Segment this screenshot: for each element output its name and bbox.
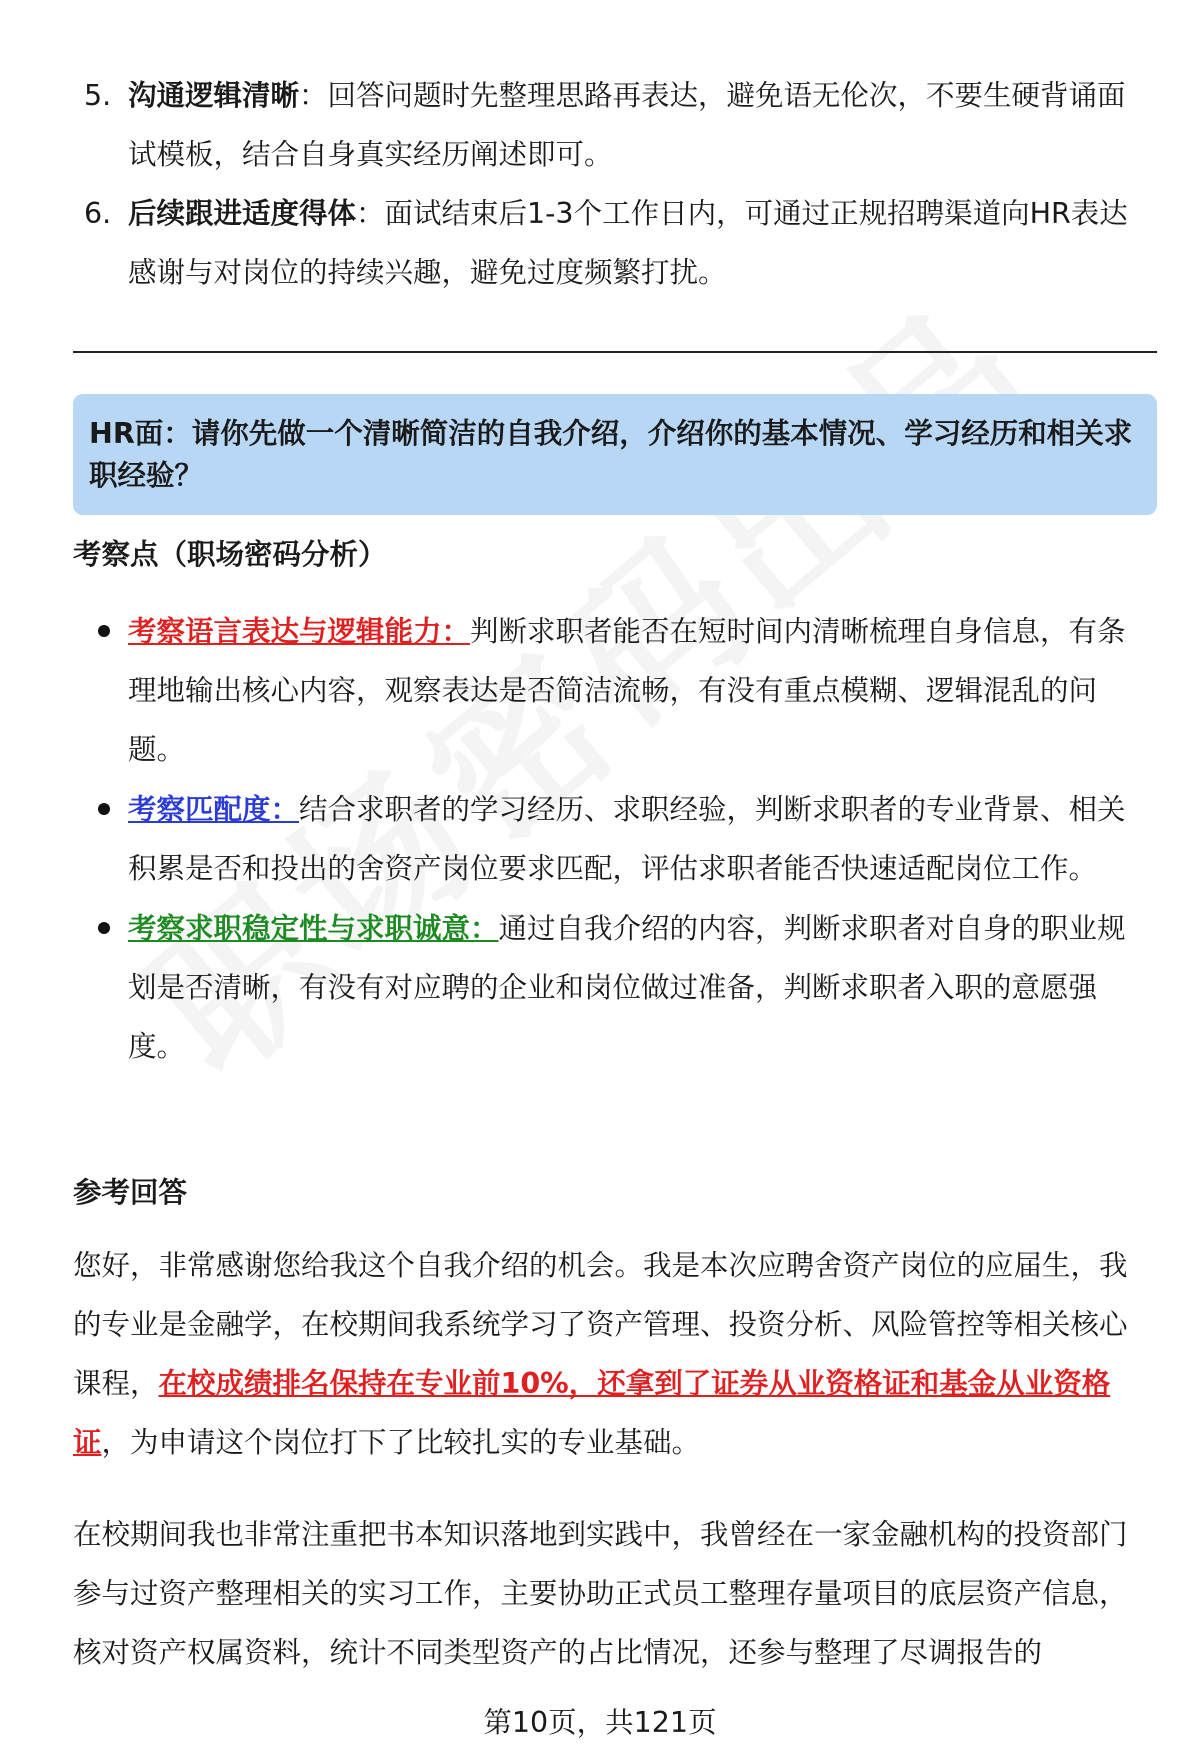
answer-text: ，为申请这个岗位打下了比较扎实的专业基础。 <box>101 1426 701 1459</box>
tips-list <box>84 66 1144 302</box>
tip-item <box>84 66 1144 184</box>
focus-label: 考察语言表达与逻辑能力： <box>128 615 471 648</box>
section-divider <box>73 351 1157 353</box>
question-box: HR面：请你先做一个清晰简洁的自我介绍，介绍你的基本情况、学习经历和相关求职经验？ <box>73 394 1157 515</box>
focus-label: 考察匹配度： <box>128 793 300 826</box>
tip-number: 6. <box>84 197 112 230</box>
bullet-icon <box>98 625 110 637</box>
tip-number: 5. <box>84 79 112 112</box>
answer-paragraph: 在校期间我也非常注重把书本知识落地到实践中，我曾经在一家金融机构的投资部门参与过资产整理相关的实习工作，主要协助正式员工整理存量项目的底层资产信息，核对资产权属资料，统计不同类型资产的占比情况，还参与整理了尽调报告的 <box>73 1518 1128 1669</box>
focus-item <box>96 602 1146 779</box>
answer-text: 您好，非常感谢您给我这个自我介绍的机会。我是本次应聘舍资产岗位的应届生，我的专业是金融学，在校期间我系统学习了资产管理、投资分析、风险管控等相关核心课程， <box>73 1249 1128 1400</box>
page-footer: 第10页，共121页 <box>483 1706 717 1739</box>
bullet-icon <box>98 922 110 934</box>
focus-text: 通过自我介绍的内容，判断求职者对自身的职业规划是否清晰，有没有对应聘的企业和岗位做过准备，判断求职者入职的意愿强度。 <box>128 912 1126 1063</box>
tip-item <box>84 184 1144 302</box>
focus-item <box>96 780 1146 898</box>
tip-text: ：面试结束后1-3个工作日内，可通过正规招聘渠道向HR表达感谢与对岗位的持续兴趣，避免过度频繁打扰。 <box>128 197 1128 289</box>
focus-text: 结合求职者的学习经历、求职经验，判断求职者的专业背景、相关积累是否和投出的舍资产岗位要求匹配，评估求职者能否快速适配岗位工作。 <box>128 793 1126 885</box>
focus-heading: 考察点（职场密码分析） <box>73 538 387 571</box>
tip-title: 后续跟进适度得体 <box>128 197 357 230</box>
answer-paragraph <box>73 1236 1153 1472</box>
tip-title: 沟通逻辑清晰 <box>128 79 300 112</box>
focus-list <box>96 602 1146 1077</box>
tip-text: ：回答问题时先整理思路再表达，避免语无伦次，不要生硬背诵面试模板，结合自身真实经历阐述即可。 <box>128 79 1126 171</box>
focus-text: 判断求职者能否在短时间内清晰梳理自身信息，有条理地输出核心内容，观察表达是否简洁流畅，有没有重点模糊、逻辑混乱的问题。 <box>128 615 1126 766</box>
answer-heading: 参考回答 <box>73 1176 188 1209</box>
bullet-icon <box>98 803 110 815</box>
focus-label: 考察求职稳定性与求职诚意： <box>128 912 499 945</box>
focus-item <box>96 899 1146 1076</box>
answer-highlight: 在校成绩排名保持在专业前10%，还拿到了证券从业资格证和基金从业资格证 <box>73 1367 1111 1459</box>
